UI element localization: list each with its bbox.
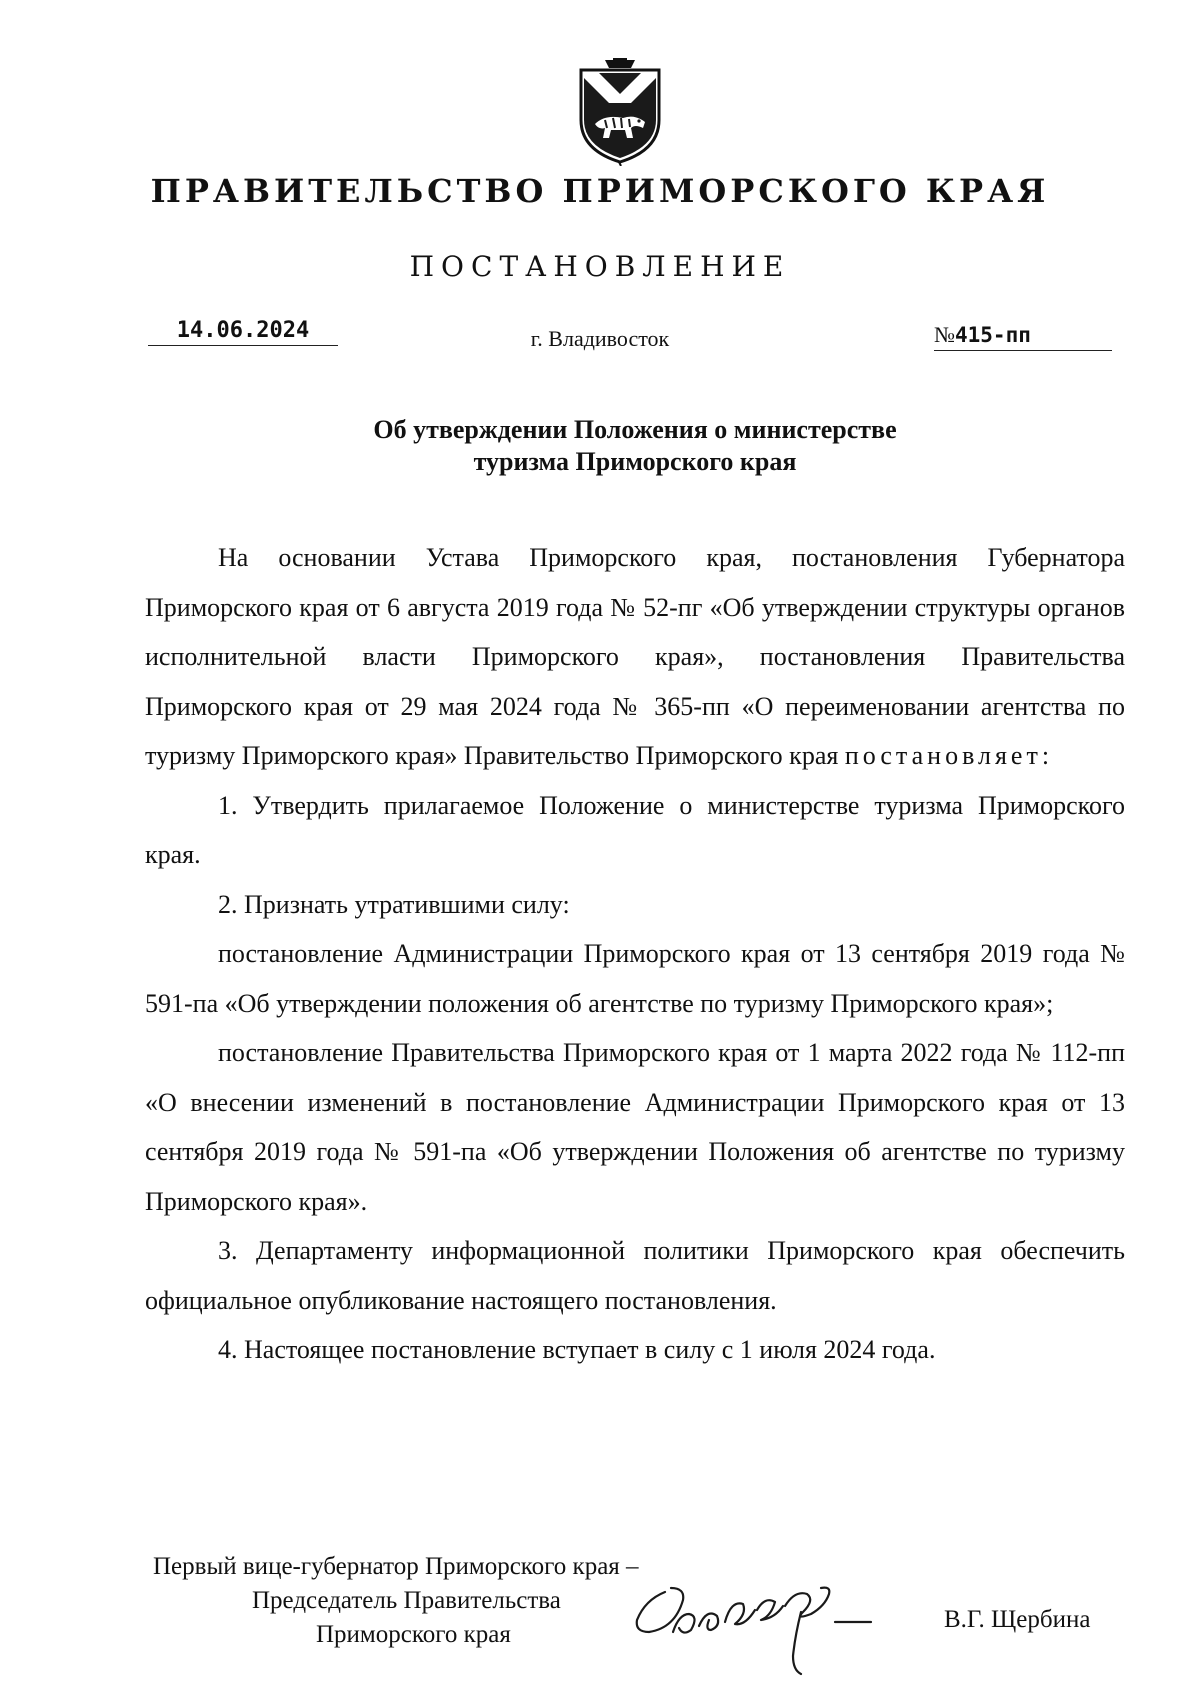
handwritten-signature-icon: [625, 1570, 910, 1680]
item-3: 3. Департаменту информационной политики Приморского края обеспечить официальное опубликование настоящего постановления.: [145, 1236, 1125, 1315]
document-date: 14.06.2024: [148, 318, 338, 346]
document-body: [145, 533, 1125, 1375]
document-number: [934, 322, 1112, 351]
preamble-paragraph: [145, 533, 1125, 781]
item-4: 4. Настоящее постановление вступает в силу с 1 июля 2024 года.: [218, 1335, 936, 1364]
item-2: 2. Признать утратившими силу:: [218, 889, 570, 919]
document-city: г. Владивосток: [530, 326, 670, 351]
item-2a: постановление Администрации Приморского края от 13 сентября 2019 года № 591-па «Об утверждении положения об агентстве по туризму Приморского края»;: [145, 939, 1125, 1018]
number-prefix: №: [934, 322, 955, 347]
resolves-word: постановляет:: [844, 741, 1054, 770]
signatory-title-line-3: Приморского края: [316, 1621, 511, 1648]
signatory-title-line-1: Первый вице-губернатор Приморского края –: [153, 1553, 639, 1580]
document-type: ПОСТАНОВЛЕНИЕ: [409, 250, 791, 283]
subject-line-2: туризма Приморского края: [473, 447, 797, 476]
number-value: 415-пп: [955, 323, 1031, 347]
signatory-title-line-2: Председатель Правительства: [252, 1587, 561, 1614]
signatory-name: В.Г. Щербина: [944, 1606, 1091, 1633]
item-1: 1. Утвердить прилагаемое Положение о министерстве туризма Приморского края.: [145, 790, 1125, 869]
document-subject: [0, 414, 1200, 478]
preamble-text: На основании Устава Приморского края, постановления Губернатора Приморского края от 6 августа 2019 года № 52-пг «Об утверждении структуры органов исполнительной власти Приморского края», постановления Правительства Приморского края от 29 мая 2024 года № 365-пп «О переименовании агентства по туризму Приморского края» Правительство Приморского края: [145, 543, 1125, 770]
subject-line-1: Об утверждении Положения о министерстве: [373, 415, 897, 444]
item-2b: постановление Правительства Приморского края от 1 марта 2022 года № 112-пп «О внесении изменений в постановление Администрации Приморского края от 13 сентября 2019 года № 591-па «Об утверждении Положения об агентстве по туризму Приморского края».: [145, 1038, 1125, 1216]
coat-of-arms-icon: [575, 58, 665, 166]
government-title: ПРАВИТЕЛЬСТВО ПРИМОРСКОГО КРАЯ: [150, 172, 1050, 210]
